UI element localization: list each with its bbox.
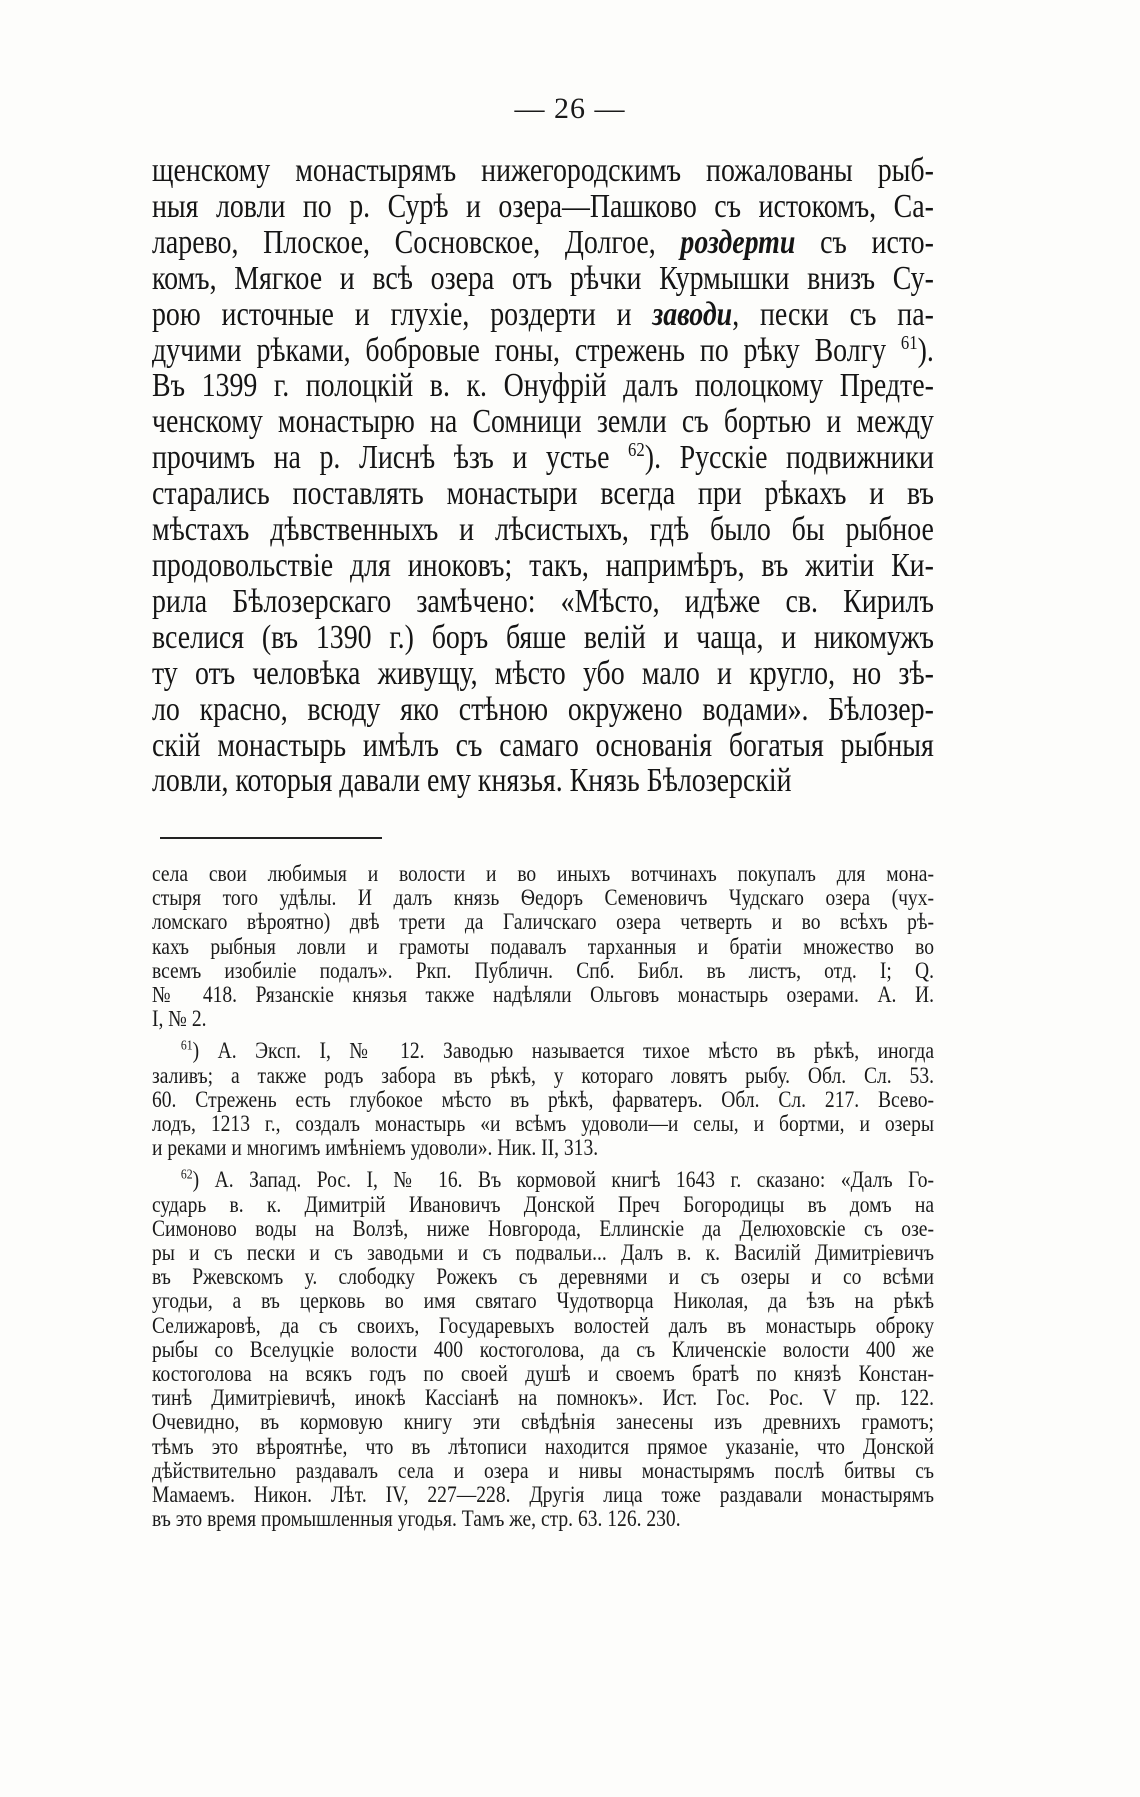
footnote-line: села свои любимыя и волости и во иныхъ вотчинахъ покупалъ для мона- [152,861,934,886]
footnote-line: угодьи, а въ церковь во имя святаго Чудотворца Николая, да ѣзъ на рѣкѣ [152,1288,934,1314]
text-segment: дучими рѣками, бобровые гоны, стрежень по рѣку Волгу [152,331,901,369]
footnote-line: Мамаемъ. Никон. Лѣт. IV, 227—228. Другія лица тоже раздавали монастырямъ [152,1482,934,1508]
text-line: ченскому монастырю на Сомници земли съ бортью и между [152,403,934,441]
text-segment: ) А. Эксп. I, № 12. Заводью называется тихое мѣсто въ рѣкѣ, иногда [192,1038,935,1064]
footnote-ref-62[interactable]: 62 [628,439,645,462]
footnote-line: № 418. Рязанскіе князья также надѣляли Ольговъ монастырь озерами. А. И. [152,982,934,1008]
text-line: старались поставлять монастыри всегда при рѣкахъ и въ [152,475,934,513]
footnote-line: Очевидно, въ кормовую книгу эти свѣдѣнія занесены изъ древнихъ грамотъ; [152,1409,934,1435]
footnote-line: Селижаровѣ, да съ своихъ, Государевыхъ волостей далъ въ монастырь оброку [152,1312,934,1338]
text-line: ло красно, всюду яко стѣною окружено водами». Бѣлозер- [152,690,934,728]
text-segment: ). [917,331,934,369]
text-line: продовольствіе для иноковъ; такъ, напримѣръ, въ житіи Ки- [152,546,934,584]
text-line: рила Бѣлозерскаго замѣчено: «Мѣсто, идѣже св. Кирилъ [152,582,934,620]
footnote-line: дѣйствительно раздавалъ села и озера и нивы монастырямъ послѣ битвы съ [152,1457,934,1483]
footnote-line: стыря того удѣлы. И далъ князь Ѳедоръ Семеновичъ Чудскаго озера (чух- [152,885,934,911]
main-text-body [152,152,934,800]
text-segment: ) А. Запад. Рос. I, № 16. Въ кормовой книгѣ 1643 г. сказано: «Далъ Го- [192,1167,935,1193]
text-line: Въ 1399 г. полоцкій в. к. Онуфрій далъ полоцкому Предте- [152,367,934,405]
italic-term: заводи [652,295,733,333]
text-line: вселися (въ 1390 г.) боръ бяше велій и чаща, и никомужъ [152,618,934,656]
footnote-line: лодъ, 1213 г., создалъ монастырь «и всѣмъ удоволи—и селы, и бортми, и озеры [152,1111,934,1137]
text-segment: ларево, Плоское, Сосновское, Долгое, [152,223,681,261]
footnote-line: всемъ изобиліе подалъ». Ркп. Публичн. Спб. Библ. въ листъ, отд. I; Q. [152,957,934,983]
footnote-line: ры и съ пески и съ заводьми и съ подвальи... Далъ в. к. Василій Димитріевичъ [152,1240,934,1266]
page-number: — 26 — [514,92,626,125]
footnote-line: и реками и многимъ имѣніемъ удоволи». Ник. II, 313. [152,1135,599,1161]
footnote-line: кахъ рыбныя ловли и грамоты подавалъ тарханныя и братіи множество во [152,933,934,959]
footnote-line: въ это время промышленныя угодья. Тамъ же, стр. 63. 126. 230. [152,1506,681,1532]
text-line: щенскому монастырямъ нижегородскимъ пожалованы рыб- [152,152,934,189]
footnote-separator-rule [160,837,382,839]
footnote-line: 60. Стрежень есть глубокое мѣсто въ рѣкѣ, фарватеръ. Обл. Сл. 217. Всево- [152,1086,934,1112]
text-segment: рою источные и глухіе, роздерти и [152,295,653,333]
footnote-line: въ Ржевскомъ у. слободку Рожекъ съ деревнями и съ озеры и со всѣми [152,1264,934,1290]
text-segment: ). Русскіе подвижники [644,439,934,477]
text-segment: прочимъ на р. Лиснѣ ѣзъ и устье [152,439,629,477]
text-line: ныя ловли по р. Сурѣ и озера—Пашково съ истокомъ, Са- [152,187,934,225]
footnotes-section [152,861,935,1539]
text-line [152,297,934,333]
text-line: ту отъ человѣка живущу, мѣсто убо мало и кругло, но зѣ- [152,654,934,692]
footnote-line: рыбы со Вселуцкіе волости 400 костоголова, да съ Кличенскіе волости 400 же [152,1336,934,1362]
footnote-line [152,1039,934,1063]
text-line: комъ, Мягкое и всѣ озера отъ рѣчки Курмышки внизъ Су- [152,259,934,297]
text-segment: съ исто- [795,223,934,261]
footnote-62 [152,1166,935,1532]
footnote-line: I, № 2. [152,1006,207,1032]
italic-term: роздерти [680,223,796,261]
footnote-line: тѣмъ это вѣроятнѣе, что въ лѣтописи находится прямое указаніе, что Донской [152,1433,934,1459]
text-line [152,225,934,261]
footnote-continuation [152,861,934,1032]
footnote-line: тинѣ Димитріевичѣ, инокѣ Кассіанѣ на помнокъ». Ист. Гос. Рос. V пр. 122. [152,1385,934,1411]
footnote-ref-61[interactable]: 61 [900,331,918,354]
text-line: ловли, которыя давали ему князья. Князь Бѣлозерскій [152,762,792,800]
footnote-line: ломскаго вѣроятно) двѣ трети да Галичскаго озера четверть и во всѣхъ рѣ- [152,909,934,935]
text-line: мѣстахъ дѣвственныхъ и лѣсистыхъ, гдѣ было бы рыбное [152,511,934,549]
text-line: скій монастырь имѣлъ съ самаго основанія богатыя рыбныя [152,726,934,764]
footnote-line: заливъ; а также родъ забора въ рѣкѣ, у котораго ловятъ рыбу. Обл. Сл. 53. [152,1062,934,1088]
footnote-line: костоголова на всякъ годъ по своей душѣ и своемъ братѣ по князѣ Констан- [152,1361,934,1387]
footnote-61 [152,1037,935,1161]
footnote-line: сударь в. к. Димитрій Ивановичъ Донской Преч Богородицы въ домъ на [152,1191,934,1217]
footnote-line [152,1168,934,1192]
text-line [152,440,934,476]
footnote-marker-62: 62 [180,1166,193,1182]
text-segment: , пески съ па- [732,295,934,333]
text-line [152,333,934,369]
footnote-line: Симоново воды на Волзѣ, ниже Новгорода, Еллинскіе да Делюховскіе съ озе- [152,1215,934,1241]
footnote-marker-61: 61 [180,1037,193,1053]
